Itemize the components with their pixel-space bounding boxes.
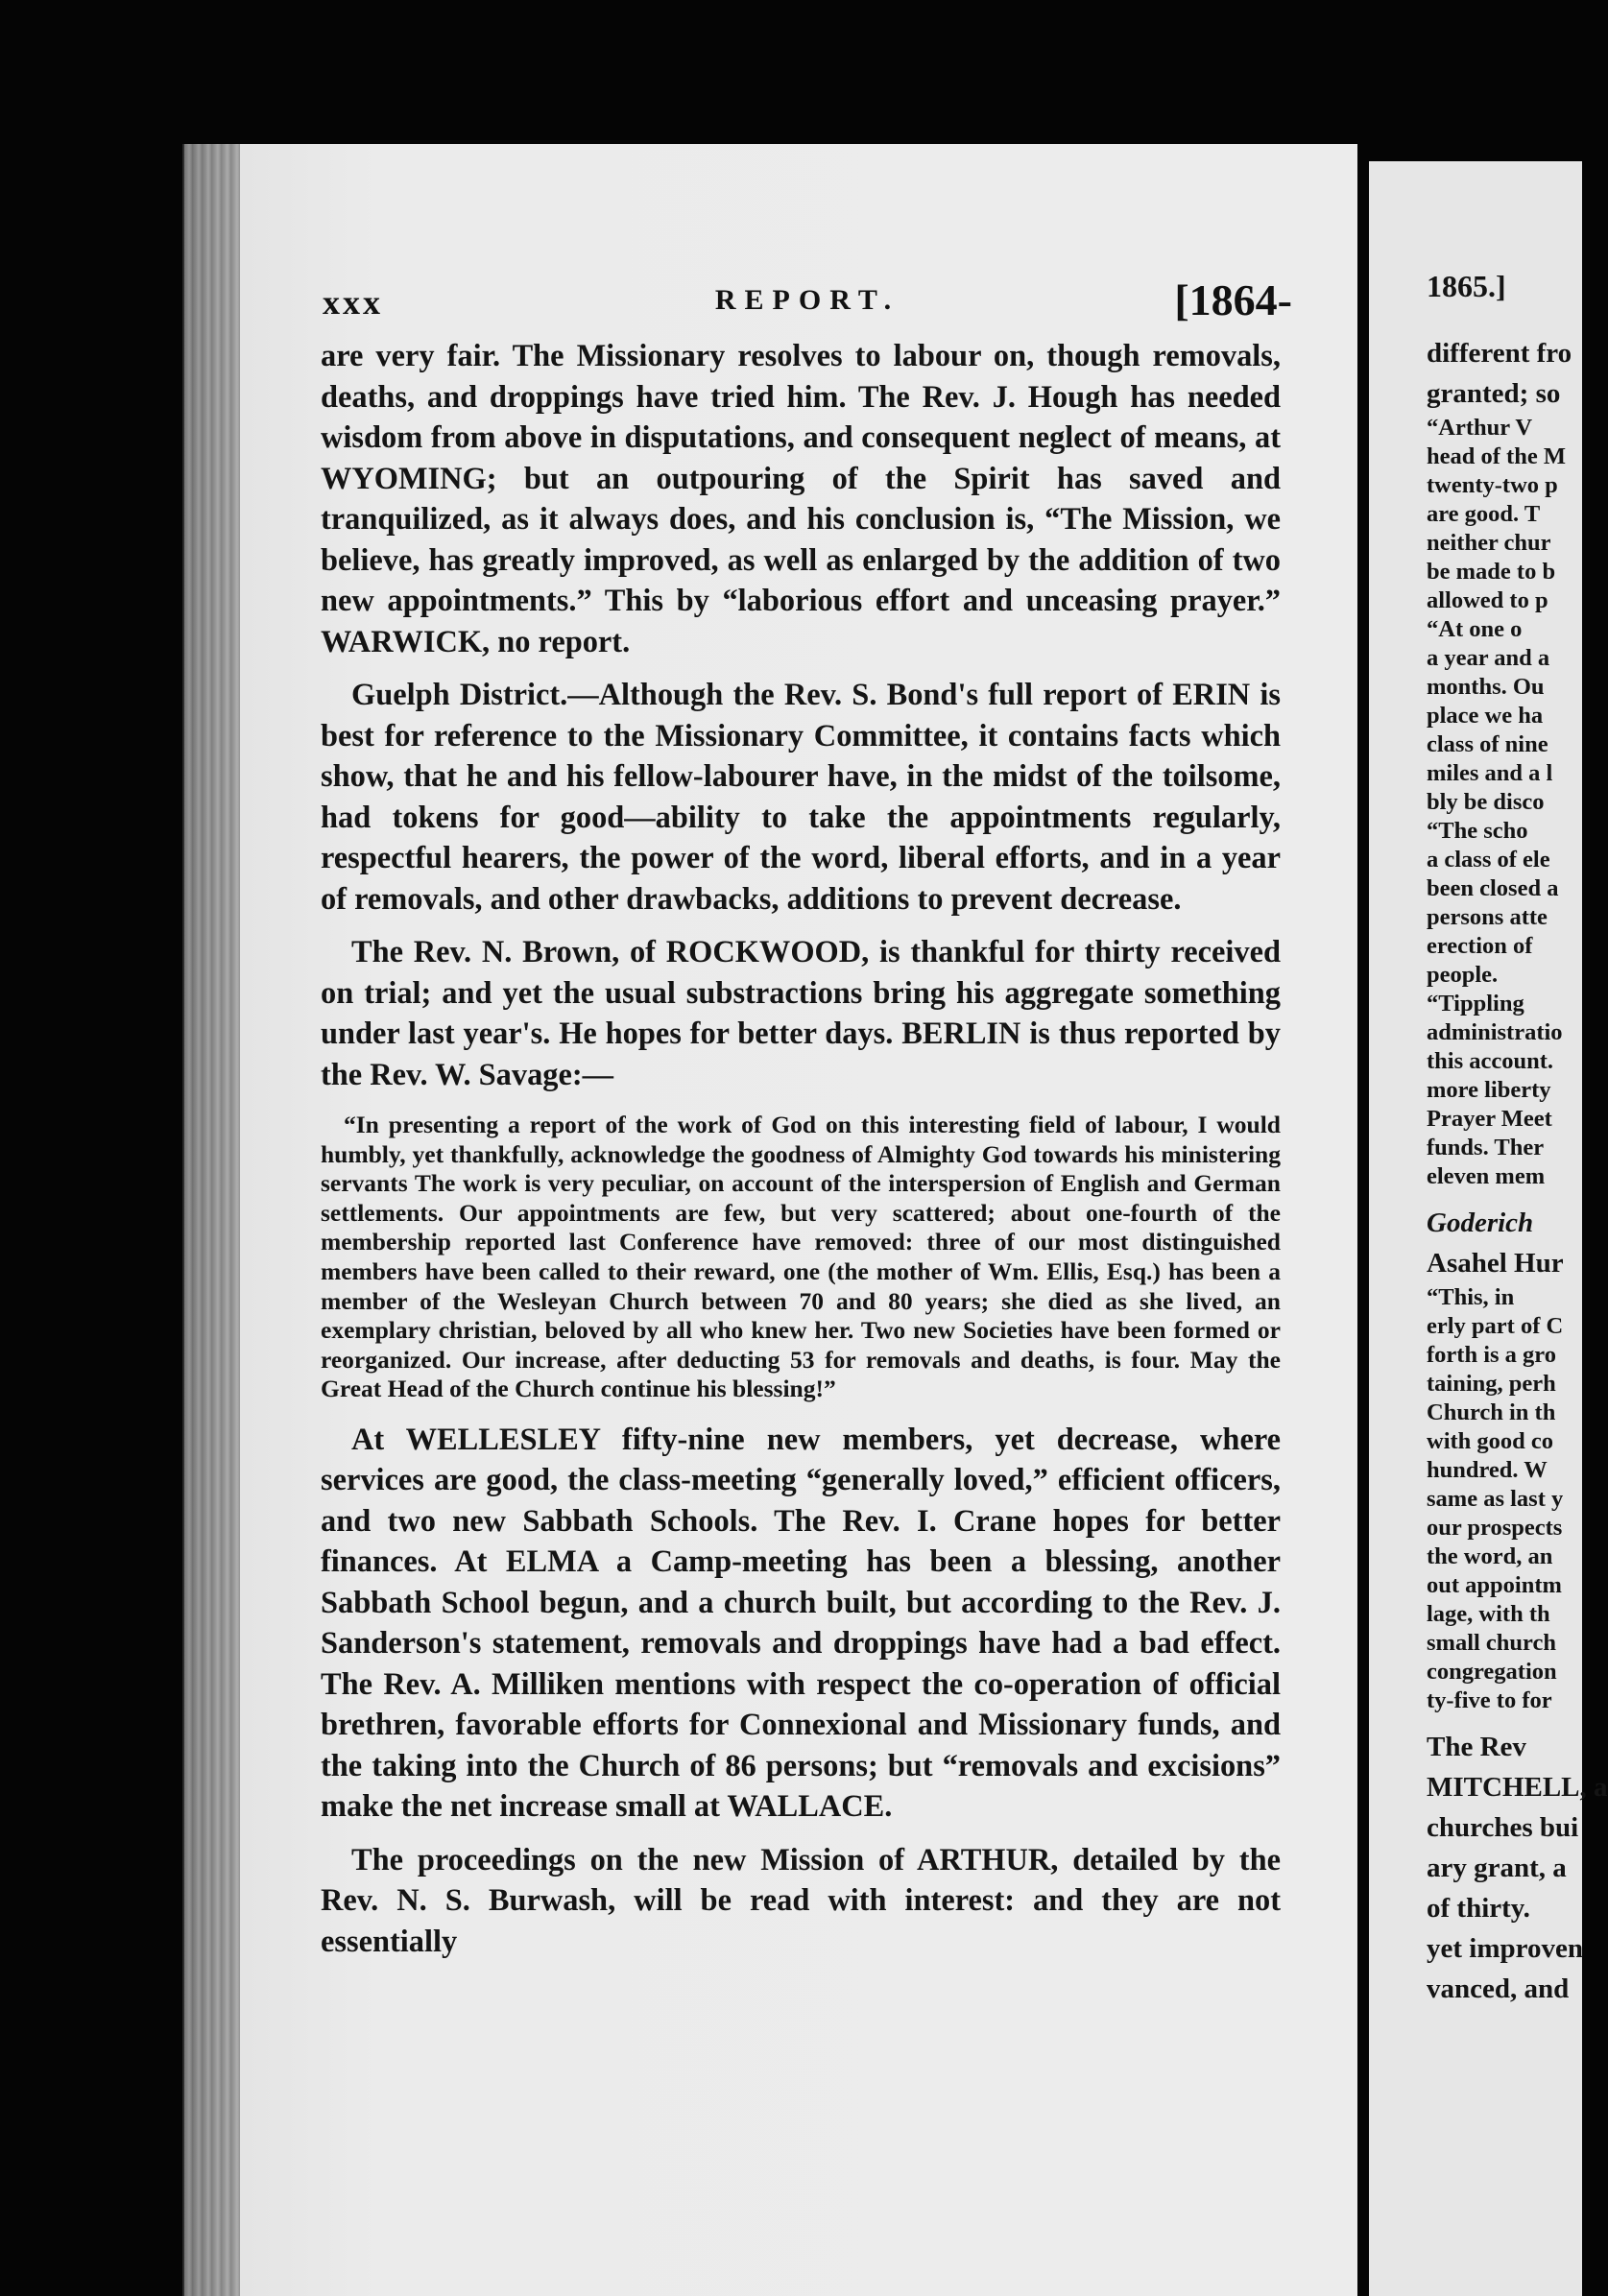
facing-line: lage, with th xyxy=(1427,1601,1550,1627)
facing-line: ary grant, a xyxy=(1427,1853,1567,1883)
facing-line: are good. T xyxy=(1427,501,1541,527)
page-gutter xyxy=(182,144,240,2296)
facing-line: different fro xyxy=(1427,338,1572,369)
facing-line: Prayer Meet xyxy=(1427,1106,1552,1132)
facing-line: Church in th xyxy=(1427,1399,1556,1425)
spacer xyxy=(1427,1191,1582,1203)
running-title: REPORT. xyxy=(714,284,900,316)
page-divider xyxy=(1357,144,1369,2296)
facing-line: granted; so xyxy=(1427,378,1561,409)
facing-line: out appointm xyxy=(1427,1572,1562,1598)
facing-line: a year and a xyxy=(1427,645,1550,671)
facing-line: place we ha xyxy=(1427,703,1544,729)
facing-line: “The scho xyxy=(1427,818,1528,844)
facing-line: MITCHELL, a xyxy=(1427,1772,1608,1803)
facing-line: more liberty xyxy=(1427,1077,1551,1103)
facing-line: same as last y xyxy=(1427,1486,1564,1512)
body-text xyxy=(321,336,1281,1962)
facing-line: persons atte xyxy=(1427,904,1548,930)
paragraph-continuation: are very fair. The Missionary resolves to labour on, though removals, deaths, and droppings have tried him. The Rev. J. Hough has needed wisdom from above in disputations, and consequent neglect of means, at WYOMING; but an outpouring of the Spirit has saved and tranquilized, as it always does, and his conclusion is, “The Mission, we believe, has greatly improved, as well as enlarged by the addition of two new appointments.” This by “laborious effort and unceasing prayer.” WARWICK, no report. xyxy=(321,339,1281,659)
spacer xyxy=(1427,1715,1582,1727)
facing-line: funds. Ther xyxy=(1427,1135,1545,1160)
facing-line: this account. xyxy=(1427,1048,1554,1074)
facing-line: class of nine xyxy=(1427,731,1548,757)
paragraph-rockwood: The Rev. N. Brown, of ROCKWOOD, is thankful for thirty received on trial; and yet the usual substractions bring his aggregate something under last year's. He hopes for better days. BERLIN is thus reported by the Rev. W. Savage:— xyxy=(321,935,1281,1092)
facing-line: administratio xyxy=(1427,1019,1563,1045)
facing-line: vanced, and xyxy=(1427,1973,1570,2004)
facing-line: churches bui xyxy=(1427,1812,1579,1843)
facing-line: of thirty. xyxy=(1427,1893,1530,1924)
facing-line: erection of xyxy=(1427,933,1533,959)
facing-line: be made to b xyxy=(1427,559,1556,585)
facing-line: erly part of C xyxy=(1427,1313,1564,1339)
facing-line: twenty-two p xyxy=(1427,472,1558,498)
facing-line: congregation xyxy=(1427,1659,1557,1685)
paragraph-wellesley: At WELLESLEY fifty-nine new members, yet decrease, where services are good, the class-meeting “generally loved,” efficient officers, and two new Sabbath Schools. The Rev. I. Crane hopes for better finances. At ELMA a Camp-meeting has been a blessing, another Sabbath School begun, and a church built, but according to the Rev. J. Sanderson's statement, removals and droppings have had a bad effect. The Rev. A. Milliken mentions with respect the co-operation of official brethren, favorable efforts for Connexional and Missionary funds, and the taking into the Church of 86 persons; but “removals and excisions” make the net increase small at WALLACE. xyxy=(321,1422,1281,1825)
facing-page-column xyxy=(1427,269,1608,2009)
facing-line: hundred. W xyxy=(1427,1457,1548,1483)
facing-line: neither chur xyxy=(1427,530,1551,556)
facing-page-year: 1865.] xyxy=(1427,269,1506,303)
facing-line: allowed to p xyxy=(1427,587,1548,613)
facing-line: with good co xyxy=(1427,1428,1554,1454)
facing-line: miles and a l xyxy=(1427,760,1553,786)
facing-line: people. xyxy=(1427,962,1499,988)
facing-line: eleven mem xyxy=(1427,1163,1546,1189)
facing-line: Asahel Hur xyxy=(1427,1248,1564,1279)
facing-line: The Rev xyxy=(1427,1732,1526,1762)
paragraph-guelph-district: Guelph District.—Although the Rev. S. Bond's full report of ERIN is best for reference to the Missionary Committee, it contains facts which show, that he and his fellow-labourer have, in the midst of the toilsome, had tokens for good—ability to take the appointments regularly, respectful hearers, the power of the word, liberal efforts, and in a year of removals, and other drawbacks, additions to prevent decrease. xyxy=(321,678,1281,917)
header-year: [1864- xyxy=(1174,275,1292,324)
facing-line: bly be disco xyxy=(1427,789,1545,815)
facing-line: “This, in xyxy=(1427,1284,1515,1310)
facing-line: Goderich xyxy=(1427,1208,1534,1238)
facing-line: “Arthur V xyxy=(1427,415,1533,441)
facing-line: ty-five to for xyxy=(1427,1687,1552,1713)
facing-line: small church xyxy=(1427,1630,1556,1656)
facing-line: “Tippling xyxy=(1427,991,1524,1016)
facing-line: taining, perh xyxy=(1427,1371,1556,1397)
page-number: xxx xyxy=(323,283,383,322)
facing-line: “At one o xyxy=(1427,616,1523,642)
facing-line: our prospects xyxy=(1427,1515,1563,1541)
page-header xyxy=(323,273,1292,330)
quoted-letter-berlin: “In presenting a report of the work of God on this interesting field of labour, I would humbly, yet thankfully, acknowledge the goodness of Almighty God towards his ministering servants The work is very peculiar, on account of the interspersion of English and German settlements. Our appointments are few, but very scattered; about one-fourth of the membership reported last Conference have removed: three of our most distinguished members have been called to their reward, one (the mother of Wm. Ellis, Esq.) has been a member of the Wesleyan Church between 70 and 80 years; she died as she lived, an exemplary christian, beloved by all who knew her. Two new Societies have been formed or reorganized. Our increase, after deducting 53 for removals and deaths, is four. May the Great Head of the Church continue his blessing!” xyxy=(321,1111,1281,1403)
facing-line: a class of ele xyxy=(1427,847,1550,873)
facing-line: forth is a gro xyxy=(1427,1342,1556,1368)
facing-line: head of the M xyxy=(1427,443,1566,469)
facing-line: been closed a xyxy=(1427,875,1559,901)
facing-line: yet improven xyxy=(1427,1933,1583,1964)
facing-line: months. Ou xyxy=(1427,674,1545,700)
facing-line: the word, an xyxy=(1427,1543,1553,1569)
paragraph-arthur: The proceedings on the new Mission of ARTHUR, detailed by the Rev. N. S. Burwash, will be read with interest: and they are not essentially xyxy=(321,1842,1281,1959)
